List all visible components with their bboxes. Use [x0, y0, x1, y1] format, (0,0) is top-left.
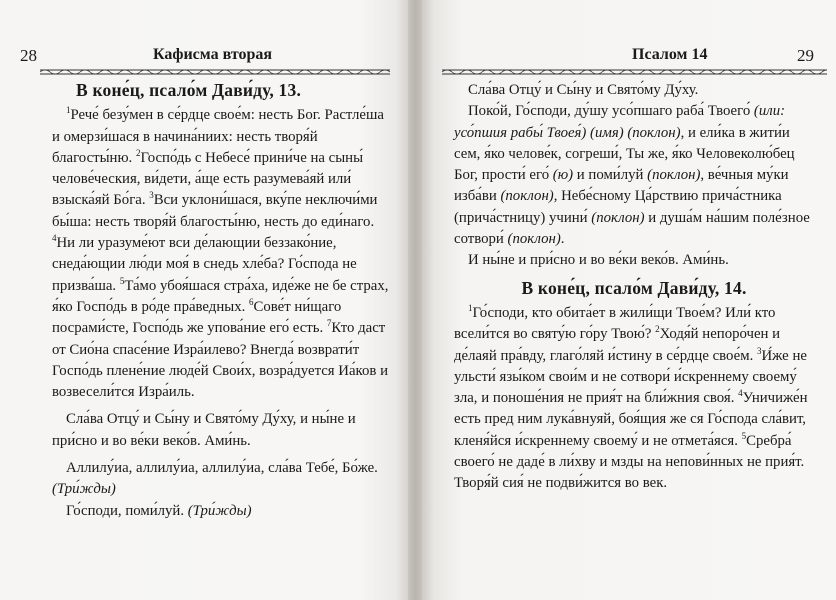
- right-page-header: [452, 46, 814, 68]
- prayer-text: и душа́м на́шим поле́зное сотвори́: [454, 209, 810, 248]
- verse-number: 5: [119, 275, 125, 286]
- prayer-rubric: (поклон): [500, 188, 554, 205]
- verse-number: 5: [741, 430, 747, 441]
- right-running-title: Псалом 14: [632, 46, 708, 63]
- verse-number: 7: [326, 318, 332, 329]
- prayer-text: .: [560, 231, 565, 248]
- verse-text: Кто даст от Сио́на спасе́ние Изра́илево? Внегда́ возврати́т Госпо́дь плене́ние люде́й Свои́х, возра́дуется Иа́ков и возвесели́тся Изра́иль.: [52, 320, 388, 401]
- alleluia-text: Аллилу́иа, аллилу́иа, аллилу́иа, сла́ва Тебе́, Бо́же.: [66, 460, 378, 477]
- verse-number: 3: [756, 345, 762, 356]
- psalm-14-text: [454, 303, 814, 495]
- prayer-rubric: (поклон): [647, 167, 701, 184]
- verse-text: Ходя́й непоро́чен и де́лаяй пра́вду, глаго́ляй и́стину в се́рдце свое́м.: [454, 326, 781, 364]
- prayer-rubric: (поклон): [507, 231, 561, 248]
- verse-text: Госпо́дь с Небесе́ прини́че на сыны́ челове́ческия, ви́дети, а́ще есть разумева́яй или́ взыска́яй Бо́га.: [52, 149, 364, 209]
- glory-doxology: Сла́ва Отцу́ и Сы́ну и Свято́му Ду́ху.: [468, 82, 699, 98]
- book-gutter: [408, 0, 422, 600]
- psalm-13-heading: В коне́ц, псало́м Дави́ду, 13.: [76, 80, 302, 100]
- left-page-body: [52, 80, 390, 522]
- verse-text: Уничиже́н есть пред ним лука́внуяй, боя́щия же ся Го́спода сла́вит, кленя́йся и́скреннему своему́ и не отмета́яся.: [454, 390, 808, 449]
- lord-have-mercy-line: [52, 501, 390, 522]
- prayer-for-departed: [454, 101, 814, 250]
- prayer-rubric: (ю): [552, 167, 574, 184]
- verse-number: 4: [52, 233, 57, 244]
- left-header-ornament: [40, 68, 390, 76]
- right-header-ornament: [442, 68, 827, 76]
- left-page: [0, 0, 408, 600]
- verse-text: Го́споди, кто обита́ет в жили́щи Твое́м? Или́ кто всели́тся во святу́ю го́ру Твою́?: [454, 304, 776, 343]
- prayer-text: , ве́чныя му́ки изба́ви: [454, 167, 789, 205]
- verse-number: 4: [738, 388, 743, 399]
- glory-doxology: Сла́ва Отцу́ и Сы́ну и Свято́му Ду́ху, и ны́не и при́сно и во ве́ки веко́в. Ами́нь.: [52, 411, 356, 449]
- prayer-text: , Небе́сному Ца́рствию прича́стника (прича́стницу) учини́: [454, 188, 782, 226]
- psalm-13-text: [52, 105, 390, 403]
- alleluia-rubric: (Три́жды): [52, 481, 116, 498]
- left-page-header: [20, 46, 382, 68]
- verse-text: Вси уклони́шася, вку́пе неключи́ми бы́ша: несть творя́й благосты́ню, несть до еди́наго.: [52, 192, 378, 230]
- prayer-text: и поми́луй: [573, 167, 648, 184]
- verse-text: Ни ли уразуме́ют вси де́лающии беззако́ние, снеда́ющии лю́ди моя́ в снедь хле́ба? Го́спода не призва́ша.: [52, 235, 357, 294]
- verse-number: 1: [468, 303, 473, 314]
- left-running-title: Кафисма вторая: [153, 46, 273, 63]
- prayer-text: Поко́й, Го́споди, ду́шу усо́пшаго раба́ Твоего́: [468, 103, 754, 120]
- verse-number: 2: [655, 324, 660, 335]
- right-page: [422, 0, 836, 600]
- verse-number: 2: [135, 147, 141, 158]
- right-page-number: 29: [797, 46, 814, 65]
- lord-have-mercy-text: Го́споди, поми́луй.: [66, 502, 188, 519]
- left-page-number: 28: [20, 46, 37, 65]
- verse-number: 6: [249, 297, 254, 308]
- verse-number: 3: [149, 190, 154, 201]
- psalm-14-heading: В коне́ц, псало́м Дави́ду, 14.: [521, 277, 747, 298]
- verse-text: И́же не ульсти́ язы́ком свои́м и не сотвори́ и́скреннему своему́ зла, и поноше́ния не прия́т на бли́жния своя́.: [454, 347, 807, 407]
- now-and-ever: И ны́не и при́сно и во ве́ки веко́в. Ами́нь.: [468, 252, 729, 269]
- verse-text: Сове́т ни́щаго посрами́сте, Госпо́дь же упова́ние его́ есть.: [52, 298, 342, 337]
- verse-text: Рече́ безу́мен в се́рдце свое́м: несть Бог. Растле́ша и омерзи́шася в начина́ниих: несть творя́й благосты́ню.: [52, 107, 384, 166]
- lord-have-mercy-rubric: (Три́жды): [187, 502, 252, 519]
- prayer-rubric: (или: усо́пшия рабы́ Твоея́) (имя) (поклон): [454, 103, 786, 141]
- right-page-body: [454, 80, 814, 495]
- alleluia-line: [52, 458, 390, 501]
- prayer-text: , и ели́ка в жити́и сем, я́ко челове́к, согреши́, Ты же, я́ко Человеколю́бец Бог, прости́ его́: [454, 124, 795, 184]
- prayer-rubric: (поклон): [591, 209, 645, 226]
- verse-text: Та́мо убоя́шася стра́ха, иде́же не бе страх, я́ко Госпо́дь в ро́де пра́ведных.: [52, 277, 389, 315]
- verse-text: Сребра́ своего́ не даде́ в ли́хву и мзды на непови́нных не прия́т. Творя́й сия́ не подви́жится во век.: [454, 432, 805, 492]
- verse-number: 1: [66, 105, 71, 116]
